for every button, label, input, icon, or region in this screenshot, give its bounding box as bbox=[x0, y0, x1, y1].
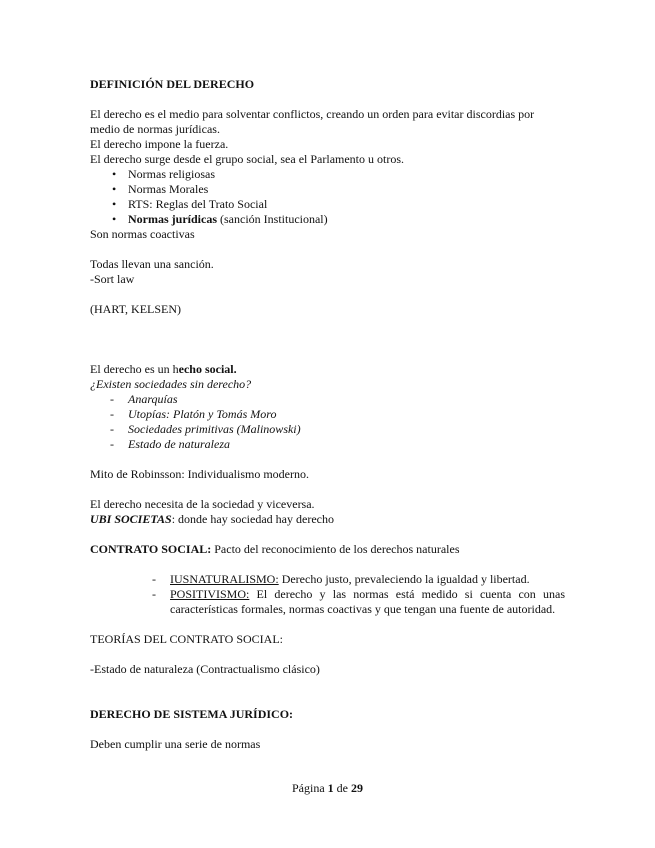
list-item: • Normas jurídicas (sanción Institucional) bbox=[112, 212, 328, 226]
list-item: • Normas Morales bbox=[112, 182, 209, 196]
schools-list bbox=[90, 572, 565, 617]
societies-list bbox=[90, 392, 565, 452]
sancion-line: Todas llevan una sanción. bbox=[90, 257, 214, 271]
total-pages-number: 29 bbox=[351, 781, 363, 795]
page-footer: Página 1 de 29 bbox=[292, 781, 363, 795]
page-title: DEFINICIÓN DEL DERECHO bbox=[90, 77, 255, 91]
estado-line: -Estado de naturaleza (Contractualismo clásico) bbox=[90, 662, 320, 676]
document-page bbox=[90, 77, 565, 752]
current-page-number: 1 bbox=[327, 781, 334, 795]
bullet-icon: • bbox=[112, 182, 117, 196]
coactivas-line: Son normas coactivas bbox=[90, 227, 195, 241]
intro-line-3: El derecho surge desde el grupo social, sea el Parlamento u otros. bbox=[90, 152, 405, 166]
necesita-line: El derecho necesita de la sociedad y viceversa. bbox=[90, 497, 315, 511]
list-item: - Estado de naturaleza bbox=[110, 437, 230, 451]
deben-line: Deben cumplir una serie de normas bbox=[90, 737, 261, 751]
bullet-icon: • bbox=[112, 197, 117, 211]
contrato-social-line: CONTRATO SOCIAL: Pacto del reconocimiento de los derechos naturales bbox=[90, 542, 460, 556]
bullet-icon: • bbox=[112, 167, 117, 181]
intro-line-2: El derecho impone la fuerza. bbox=[90, 137, 229, 151]
list-item: - Utopías: Platón y Tomás Moro bbox=[110, 407, 277, 421]
authors-line: (HART, KELSEN) bbox=[90, 302, 182, 316]
intro-line-1: El derecho es el medio para solventar conflictos, creando un orden para evitar discordias por medio de normas jurídicas. bbox=[90, 107, 535, 136]
bullet-icon: • bbox=[112, 212, 117, 226]
list-item: • RTS: Reglas del Trato Social bbox=[112, 197, 268, 211]
list-item: - Anarquías bbox=[110, 392, 178, 406]
sistema-heading: DERECHO DE SISTEMA JURÍDICO: bbox=[90, 707, 294, 721]
robinson-line: Mito de Robinsson: Individualismo moderno. bbox=[90, 467, 309, 481]
hecho-social-line: El derecho es un hecho social. bbox=[90, 362, 237, 376]
norms-list bbox=[90, 167, 565, 227]
teorias-heading: TEORÍAS DEL CONTRATO SOCIAL: bbox=[90, 632, 284, 646]
list-item: - POSITIVISMO: El derecho y las normas está medido si cuenta con unas características formales, normas coactivas y que tengan una fuente de autoridad. bbox=[152, 587, 565, 616]
ubi-societas-line: UBI SOCIETAS: donde hay sociedad hay derecho bbox=[90, 512, 334, 526]
list-item: • Normas religiosas bbox=[112, 167, 215, 181]
sort-law-line: -Sort law bbox=[90, 272, 135, 286]
list-item: - Sociedades primitivas (Malinowski) bbox=[110, 422, 301, 436]
question-line: ¿Existen sociedades sin derecho? bbox=[90, 377, 252, 391]
list-item: - IUSNATURALISMO: Derecho justo, prevaleciendo la igualdad y libertad. bbox=[152, 572, 530, 586]
